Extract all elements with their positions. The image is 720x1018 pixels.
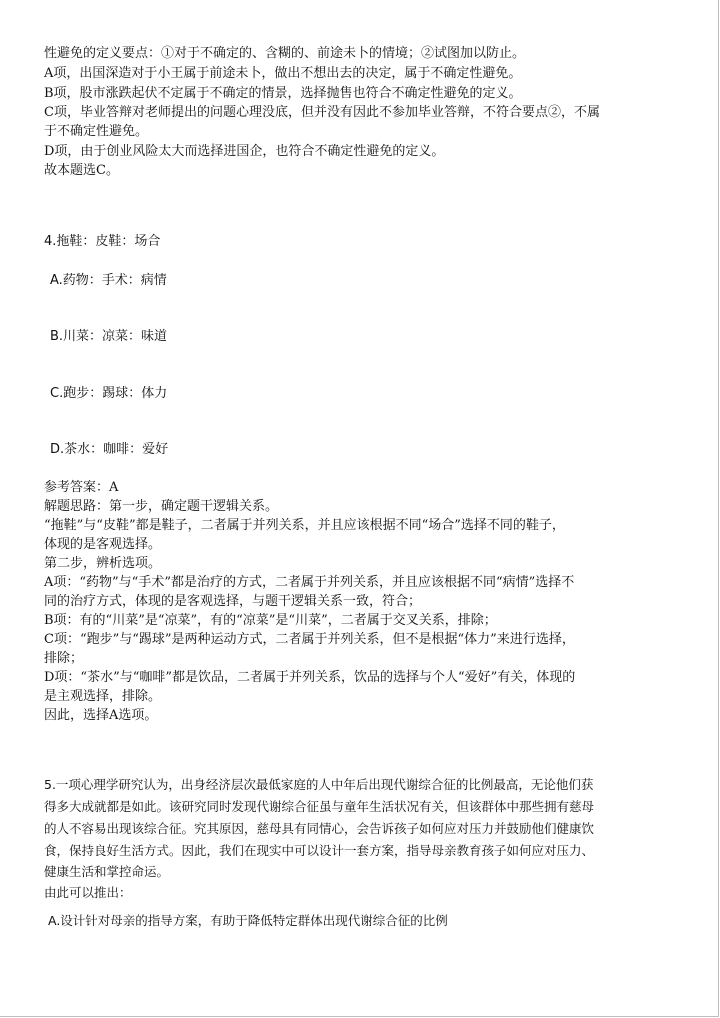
q4-analysis-line: 排除； xyxy=(44,651,84,666)
q4-analysis-line: A项：“药物”与“手术”都是治疗的方式，二者属于并列关系，并且应该根据不同“病情”选择不 xyxy=(44,575,575,590)
q4-analysis-line: 解题思路：第一步，确定题干逻辑关系。 xyxy=(44,499,279,514)
q4-analysis-line: 同的治疗方式，体现的是客观选择，与题干逻辑关系一致，符合； xyxy=(44,594,422,609)
q3-analysis-line: D项，由于创业风险太大而选择进国企，也符合不确定性避免的定义。 xyxy=(44,144,445,159)
q4-analysis-line: 体现的是客观选择。 xyxy=(44,537,162,552)
q5-stem-line: 由此可以推出： xyxy=(44,885,132,900)
option-a: A.设计针对母亲的指导方案，有助于降低特定群体出现代谢综合征的比例 xyxy=(48,913,448,928)
q4-analysis-line: 第二步，辨析选项。 xyxy=(44,556,162,571)
option-b: B.川菜：凉菜：味道 xyxy=(50,329,168,344)
q5-stem-line: 健康生活和掌控命运。 xyxy=(44,864,170,879)
q3-analysis-line: C项，毕业答辩对老师提出的问题心理没底，但并没有因此不参加毕业答辩，不符合要点②，不属 xyxy=(44,105,600,120)
q3-analysis-line: A项，出国深造对于小王属于前途未卜，做出不想出去的决定，属于不确定性避免。 xyxy=(44,66,522,81)
q4-analysis-line: C项：“跑步”与“踢球”是两种运动方式，二者属于并列关系，但不是根据“体力”来进行选择， xyxy=(44,632,575,647)
q4-analysis-line: 因此，选择A选项。 xyxy=(44,708,158,723)
q5-stem-line: 得多大成就都是如此。该研究同时发现代谢综合征虽与童年生活状况有关，但该群体中那些拥有慈母 xyxy=(44,799,595,814)
q4-analysis-line: 是主观选择，排除。 xyxy=(44,689,162,704)
option-a: A.药物：手术：病情 xyxy=(50,273,167,288)
option-d: D.茶水：咖啡：爱好 xyxy=(50,442,169,457)
q4-analysis-line: D项：“茶水”与“咖啡”都是饮品，二者属于并列关系，饮品的选择与个人“爱好”有关，体现的 xyxy=(44,670,576,685)
q4-analysis-line: B项：有的“川菜”是“凉菜”，有的“凉菜”是“川菜”，二者属于交叉关系，排除； xyxy=(44,613,497,628)
q4-analysis-line: “拖鞋”与“皮鞋”都是鞋子，二者属于并列关系，并且应该根据不同“场合”选择不同的鞋子， xyxy=(44,518,565,533)
q3-analysis-line: 故本题选C。 xyxy=(44,163,119,178)
question-stem: 4.拖鞋：皮鞋：场合 xyxy=(44,234,161,249)
reference-answer: 参考答案：A xyxy=(44,480,119,495)
q5-stem-line: 食，保持良好生活方式。因此，我们在现实中可以设计一套方案，指导母亲教育孩子如何应对压力、 xyxy=(44,843,595,858)
q3-analysis-line: B项，股市涨跌起伏不定属于不确定的情景，选择抛售也符合不确定性避免的定义。 xyxy=(44,86,522,101)
q5-stem-line: 的人不容易出现该综合征。究其原因，慈母具有同情心，会告诉孩子如何应对压力并鼓励他们健康饮 xyxy=(44,821,595,836)
q3-analysis-line: 于不确定性避免。 xyxy=(44,124,149,139)
option-c: C.跑步：踢球：体力 xyxy=(50,386,168,401)
q3-analysis-line: 性避免的定义要点：①对于不确定的、含糊的、前途未卜的情境；②试图加以防止。 xyxy=(44,46,526,61)
q5-stem-line: 5.一项心理学研究认为，出身经济层次最低家庭的人中年后出现代谢综合征的比例最高，无论他们获 xyxy=(44,777,594,792)
